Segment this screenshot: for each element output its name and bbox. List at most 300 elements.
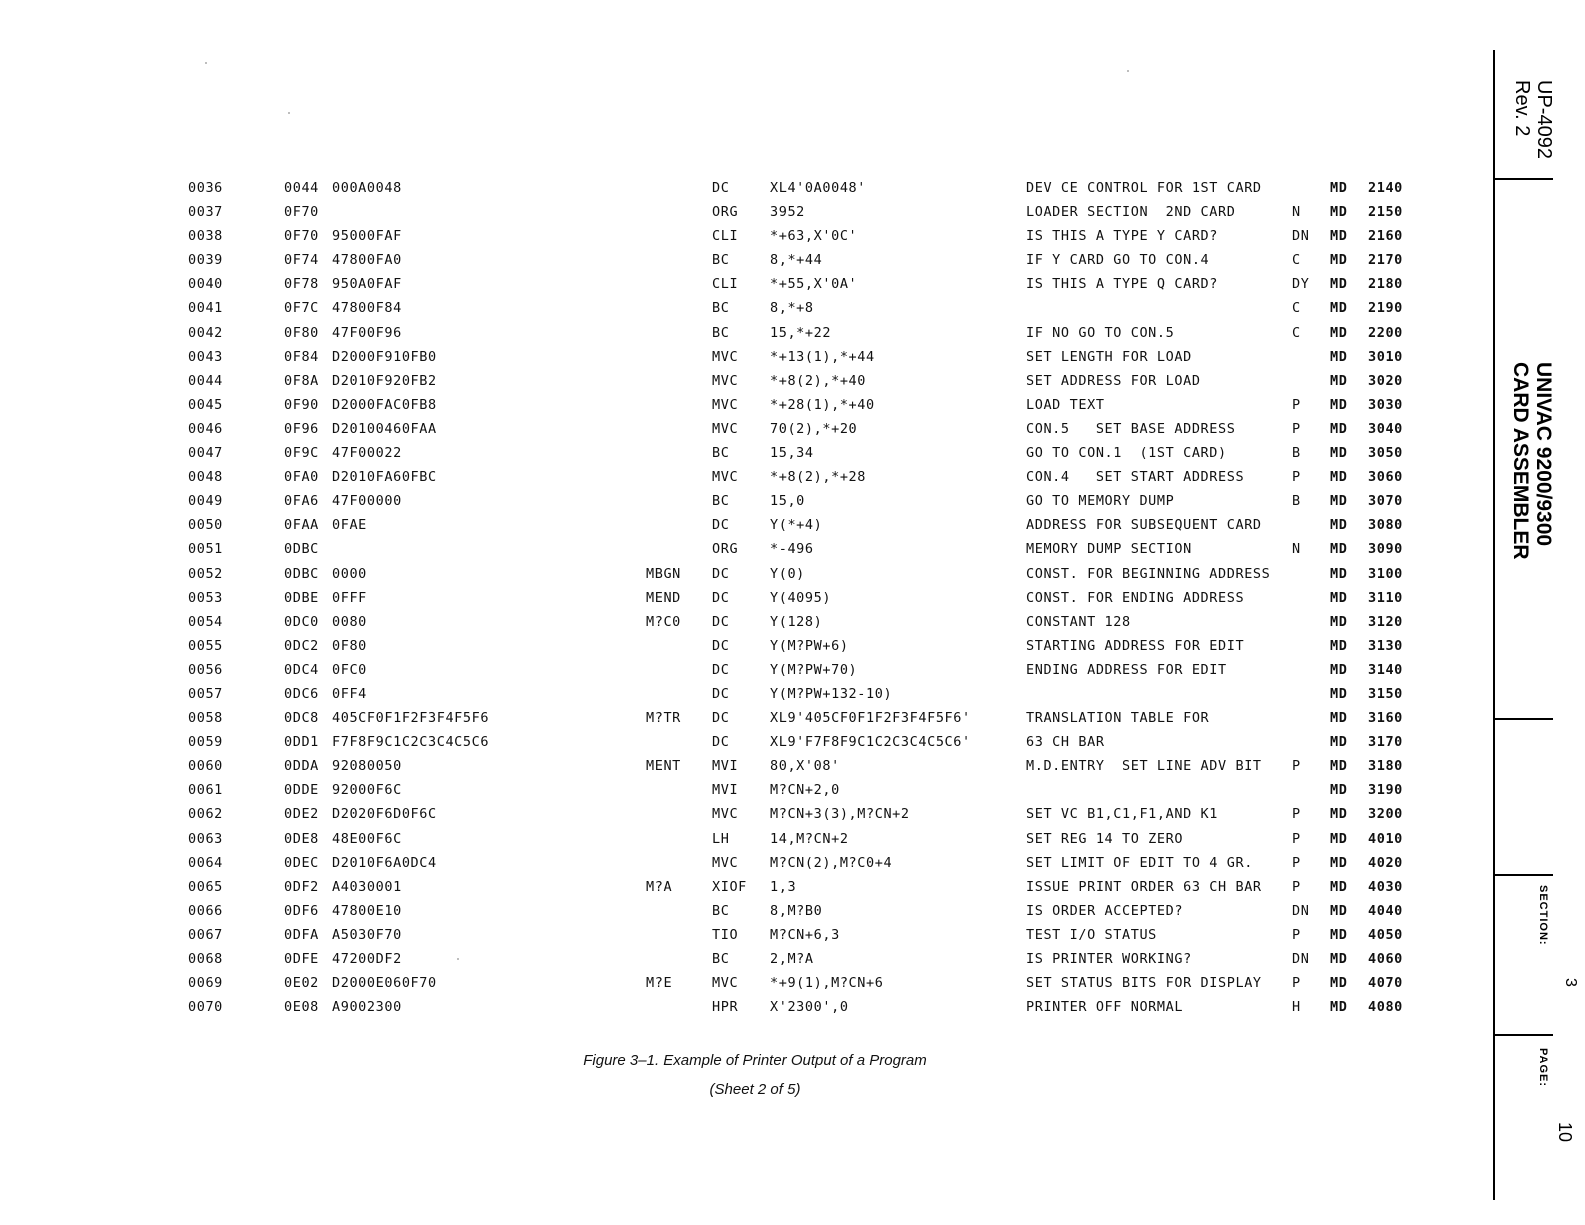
flag-code: C	[1292, 252, 1301, 269]
operand-field: XL4'0A0048'	[770, 180, 867, 196]
md-marker: MD	[1330, 878, 1348, 895]
md-marker: MD	[1330, 830, 1348, 847]
comment-field: M.D.ENTRY SET LINE ADV BIT	[1026, 758, 1262, 775]
object-code: 92080050	[332, 758, 402, 775]
sequence-number: 3030	[1368, 396, 1403, 413]
location-address: 0DE2	[284, 806, 319, 823]
operand-field: M?CN(2),M?C0+4	[770, 854, 893, 871]
listing-row	[0, 590, 1440, 614]
sequence-number: 3110	[1368, 589, 1403, 606]
operand-field: 80,X'08'	[770, 758, 840, 775]
flag-code: P	[1292, 396, 1301, 413]
comment-field: DEV CE CONTROL FOR 1ST CARD	[1026, 180, 1262, 196]
operation-code: MVC	[712, 975, 739, 992]
margin-divider	[1493, 1034, 1553, 1036]
location-address: 0DDE	[284, 782, 319, 799]
operation-code: DC	[712, 661, 730, 678]
object-code: 0FC0	[332, 661, 367, 678]
statement-label: MENT	[646, 758, 681, 775]
doc-revision: Rev. 2	[1511, 80, 1533, 137]
operand-field: *+9(1),M?CN+6	[770, 975, 884, 992]
listing-row	[0, 300, 1440, 324]
listing-row	[0, 373, 1440, 397]
operand-field: Y(4095)	[770, 589, 832, 606]
operation-code: BC	[712, 324, 730, 341]
operand-field: *+8(2),*+28	[770, 469, 867, 486]
comment-field: CONSTANT 128	[1026, 613, 1131, 630]
listing-row	[0, 686, 1440, 710]
flag-code: DN	[1292, 951, 1310, 967]
margin-divider	[1493, 178, 1553, 180]
location-address: 0DC8	[284, 710, 319, 727]
comment-field: SET ADDRESS FOR LOAD	[1026, 372, 1201, 389]
location-address: 0DFA	[284, 926, 319, 943]
operation-code: DC	[712, 734, 730, 751]
sequence-number: 4010	[1368, 830, 1403, 847]
line-number: 0047	[188, 445, 223, 462]
md-marker: MD	[1330, 252, 1348, 269]
listing-row	[0, 831, 1440, 855]
object-code: 47F00000	[332, 493, 402, 510]
sequence-number: 3070	[1368, 493, 1403, 510]
line-number: 0046	[188, 420, 223, 437]
md-marker: MD	[1330, 637, 1348, 654]
operation-code: BC	[712, 951, 730, 967]
object-code: 405CF0F1F2F3F4F5F6	[332, 710, 490, 727]
sequence-number: 3120	[1368, 613, 1403, 630]
listing-row	[0, 662, 1440, 686]
md-marker: MD	[1330, 324, 1348, 341]
comment-field: MEMORY DUMP SECTION	[1026, 541, 1192, 558]
md-marker: MD	[1330, 396, 1348, 413]
object-code: 0FF4	[332, 685, 367, 702]
operand-field: *+63,X'0C'	[770, 228, 858, 245]
line-number: 0044	[188, 372, 223, 389]
sequence-number: 4040	[1368, 902, 1403, 919]
section-value: 3	[1562, 978, 1579, 987]
operand-field: 8,M?B0	[770, 902, 823, 919]
md-marker: MD	[1330, 469, 1348, 486]
sequence-number: 2140	[1368, 180, 1403, 196]
comment-field: STARTING ADDRESS FOR EDIT	[1026, 637, 1245, 654]
md-marker: MD	[1330, 565, 1348, 582]
comment-field: SET STATUS BITS FOR DISPLAY	[1026, 975, 1262, 992]
md-marker: MD	[1330, 420, 1348, 437]
line-number: 0040	[188, 276, 223, 293]
md-marker: MD	[1330, 300, 1348, 317]
object-code: 47800F84	[332, 300, 402, 317]
operation-code: CLI	[712, 228, 739, 245]
md-marker: MD	[1330, 348, 1348, 365]
location-address: 0DFE	[284, 951, 319, 967]
sequence-number: 2150	[1368, 204, 1403, 221]
object-code: D2010FA60FBC	[332, 469, 437, 486]
location-address: 0E08	[284, 999, 319, 1016]
object-code: A9002300	[332, 999, 402, 1016]
operation-code: XIOF	[712, 878, 747, 895]
line-number: 0042	[188, 324, 223, 341]
listing-row	[0, 276, 1440, 300]
location-address: 0F70	[284, 204, 319, 221]
line-number: 0064	[188, 854, 223, 871]
operand-field: Y(M?PW+70)	[770, 661, 858, 678]
operand-field: *+13(1),*+44	[770, 348, 875, 365]
operation-code: LH	[712, 830, 730, 847]
product-subtitle: CARD ASSEMBLER	[1509, 362, 1532, 560]
operand-field: *+55,X'0A'	[770, 276, 858, 293]
md-marker: MD	[1330, 685, 1348, 702]
sequence-number: 4030	[1368, 878, 1403, 895]
operation-code: BC	[712, 902, 730, 919]
sequence-number: 3020	[1368, 372, 1403, 389]
operand-field: 15,0	[770, 493, 805, 510]
location-address: 0F96	[284, 420, 319, 437]
operation-code: DC	[712, 710, 730, 727]
scan-speck	[457, 958, 459, 960]
operation-code: MVC	[712, 420, 739, 437]
operation-code: BC	[712, 300, 730, 317]
sequence-number: 4070	[1368, 975, 1403, 992]
listing-row	[0, 951, 1440, 975]
line-number: 0051	[188, 541, 223, 558]
location-address: 0DC4	[284, 661, 319, 678]
comment-field: IF NO GO TO CON.5	[1026, 324, 1175, 341]
location-address: 0F70	[284, 228, 319, 245]
margin-rule	[1493, 50, 1495, 1200]
flag-code: H	[1292, 999, 1301, 1016]
sequence-number: 3170	[1368, 734, 1403, 751]
comment-field: CON.4 SET START ADDRESS	[1026, 469, 1245, 486]
operation-code: MVI	[712, 758, 739, 775]
statement-label: M?C0	[646, 613, 681, 630]
operation-code: BC	[712, 445, 730, 462]
object-code: D2010F920FB2	[332, 372, 437, 389]
listing-row	[0, 638, 1440, 662]
comment-field: IS THIS A TYPE Q CARD?	[1026, 276, 1219, 293]
operation-code: DC	[712, 565, 730, 582]
line-number: 0067	[188, 926, 223, 943]
location-address: 0DF2	[284, 878, 319, 895]
operation-code: MVC	[712, 348, 739, 365]
listing-row	[0, 204, 1440, 228]
object-code: 0F80	[332, 637, 367, 654]
flag-code: P	[1292, 806, 1301, 823]
md-marker: MD	[1330, 926, 1348, 943]
listing-row	[0, 614, 1440, 638]
operation-code: DC	[712, 517, 730, 534]
operand-field: 15,34	[770, 445, 814, 462]
comment-field: GO TO MEMORY DUMP	[1026, 493, 1175, 510]
line-number: 0053	[188, 589, 223, 606]
md-marker: MD	[1330, 758, 1348, 775]
operation-code: MVI	[712, 782, 739, 799]
object-code: 92000F6C	[332, 782, 402, 799]
operand-field: Y(128)	[770, 613, 823, 630]
location-address: 0F7C	[284, 300, 319, 317]
location-address: 0E02	[284, 975, 319, 992]
flag-code: DY	[1292, 276, 1310, 293]
scan-speck	[288, 112, 290, 114]
sequence-number: 3040	[1368, 420, 1403, 437]
operation-code: TIO	[712, 926, 739, 943]
statement-label: M?TR	[646, 710, 681, 727]
listing-row	[0, 252, 1440, 276]
md-marker: MD	[1330, 517, 1348, 534]
operand-field: 2,M?A	[770, 951, 814, 967]
operation-code: MVC	[712, 396, 739, 413]
md-marker: MD	[1330, 613, 1348, 630]
location-address: 0044	[284, 180, 319, 196]
scan-speck	[205, 62, 207, 64]
flag-code: P	[1292, 758, 1301, 775]
operation-code: DC	[712, 180, 730, 196]
operand-field: Y(M?PW+132-10)	[770, 685, 893, 702]
figure-caption	[0, 1046, 1540, 1104]
md-marker: MD	[1330, 372, 1348, 389]
operand-field: 8,*+44	[770, 252, 823, 269]
object-code: 47F00F96	[332, 324, 402, 341]
operand-field: X'2300',0	[770, 999, 849, 1016]
listing-row	[0, 228, 1440, 252]
location-address: 0DBC	[284, 541, 319, 558]
object-code: 0000	[332, 565, 367, 582]
comment-field: ISSUE PRINT ORDER 63 CH BAR	[1026, 878, 1262, 895]
sequence-number: 3200	[1368, 806, 1403, 823]
scan-speck	[1127, 70, 1129, 72]
operand-field: 15,*+22	[770, 324, 832, 341]
section-label: SECTION:	[1537, 885, 1549, 946]
flag-code: P	[1292, 926, 1301, 943]
line-number: 0036	[188, 180, 223, 196]
line-number: 0061	[188, 782, 223, 799]
program-listing	[0, 180, 1440, 1023]
product-name: UNIVAC 9200/9300	[1532, 362, 1555, 547]
operand-field: M?CN+3(3),M?CN+2	[770, 806, 910, 823]
line-number: 0065	[188, 878, 223, 895]
sequence-number: 2190	[1368, 300, 1403, 317]
margin-divider	[1493, 718, 1553, 720]
comment-field: ENDING ADDRESS FOR EDIT	[1026, 661, 1227, 678]
location-address: 0DC2	[284, 637, 319, 654]
line-number: 0066	[188, 902, 223, 919]
sequence-number: 3010	[1368, 348, 1403, 365]
listing-row	[0, 421, 1440, 445]
comment-field: TEST I/O STATUS	[1026, 926, 1157, 943]
object-code: D2000F910FB0	[332, 348, 437, 365]
object-code: 0FAE	[332, 517, 367, 534]
line-number: 0049	[188, 493, 223, 510]
flag-code: DN	[1292, 902, 1310, 919]
sequence-number: 3060	[1368, 469, 1403, 486]
location-address: 0FA6	[284, 493, 319, 510]
statement-label: M?E	[646, 975, 673, 992]
operand-field: M?CN+6,3	[770, 926, 840, 943]
operand-field: 1,3	[770, 878, 797, 895]
line-number: 0041	[188, 300, 223, 317]
object-code: 000A0048	[332, 180, 402, 196]
operation-code: DC	[712, 613, 730, 630]
location-address: 0F90	[284, 396, 319, 413]
operand-field: *-496	[770, 541, 814, 558]
listing-row	[0, 806, 1440, 830]
sequence-number: 3160	[1368, 710, 1403, 727]
listing-row	[0, 782, 1440, 806]
comment-field: SET LIMIT OF EDIT TO 4 GR.	[1026, 854, 1253, 871]
flag-code: P	[1292, 878, 1301, 895]
listing-row	[0, 566, 1440, 590]
line-number: 0043	[188, 348, 223, 365]
doc-number: UP-4092	[1533, 80, 1555, 159]
operand-field: 14,M?CN+2	[770, 830, 849, 847]
statement-label: M?A	[646, 878, 673, 895]
md-marker: MD	[1330, 710, 1348, 727]
md-marker: MD	[1330, 541, 1348, 558]
operand-field: 8,*+8	[770, 300, 814, 317]
sequence-number: 4060	[1368, 951, 1403, 967]
page-margin-header	[1485, 0, 1585, 1225]
object-code: 48E00F6C	[332, 830, 402, 847]
location-address: 0DC6	[284, 685, 319, 702]
sequence-number: 3140	[1368, 661, 1403, 678]
operand-field: XL9'405CF0F1F2F3F4F5F6'	[770, 710, 971, 727]
operation-code: MVC	[712, 854, 739, 871]
sequence-number: 4080	[1368, 999, 1403, 1016]
listing-row	[0, 855, 1440, 879]
line-number: 0050	[188, 517, 223, 534]
page-label: PAGE:	[1537, 1048, 1549, 1088]
operation-code: HPR	[712, 999, 739, 1016]
sequence-number: 3130	[1368, 637, 1403, 654]
md-marker: MD	[1330, 204, 1348, 221]
line-number: 0069	[188, 975, 223, 992]
location-address: 0DBC	[284, 565, 319, 582]
listing-row	[0, 879, 1440, 903]
figure-title: Figure 3–1. Example of Printer Output of a Program	[583, 1052, 927, 1069]
listing-row	[0, 903, 1440, 927]
operation-code: BC	[712, 493, 730, 510]
comment-field: SET VC B1,C1,F1,AND K1	[1026, 806, 1219, 823]
line-number: 0058	[188, 710, 223, 727]
comment-field: CON.5 SET BASE ADDRESS	[1026, 420, 1236, 437]
comment-field: CONST. FOR ENDING ADDRESS	[1026, 589, 1245, 606]
md-marker: MD	[1330, 493, 1348, 510]
operand-field: 70(2),*+20	[770, 420, 858, 437]
md-marker: MD	[1330, 975, 1348, 992]
operand-field: XL9'F7F8F9C1C2C3C4C5C6'	[770, 734, 971, 751]
object-code: A5030F70	[332, 926, 402, 943]
md-marker: MD	[1330, 445, 1348, 462]
operation-code: DC	[712, 685, 730, 702]
object-code: 0FFF	[332, 589, 367, 606]
document-id	[1505, 80, 1555, 159]
flag-code: P	[1292, 854, 1301, 871]
object-code: 47800FA0	[332, 252, 402, 269]
line-number: 0068	[188, 951, 223, 967]
sequence-number: 4050	[1368, 926, 1403, 943]
sequence-number: 2200	[1368, 324, 1403, 341]
line-number: 0055	[188, 637, 223, 654]
statement-label: MEND	[646, 589, 681, 606]
operation-code: MVC	[712, 372, 739, 389]
location-address: 0F9C	[284, 445, 319, 462]
listing-row	[0, 469, 1440, 493]
comment-field: IF Y CARD GO TO CON.4	[1026, 252, 1210, 269]
listing-row	[0, 349, 1440, 373]
listing-row	[0, 541, 1440, 565]
location-address: 0F74	[284, 252, 319, 269]
location-address: 0DBE	[284, 589, 319, 606]
line-number: 0063	[188, 830, 223, 847]
sequence-number: 4020	[1368, 854, 1403, 871]
listing-row	[0, 710, 1440, 734]
sequence-number: 2170	[1368, 252, 1403, 269]
comment-field: IS ORDER ACCEPTED?	[1026, 902, 1184, 919]
product-title	[1505, 362, 1555, 560]
object-code: 47800E10	[332, 902, 402, 919]
md-marker: MD	[1330, 782, 1348, 799]
line-number: 0038	[188, 228, 223, 245]
md-marker: MD	[1330, 734, 1348, 751]
line-number: 0057	[188, 685, 223, 702]
md-marker: MD	[1330, 951, 1348, 967]
operation-code: BC	[712, 252, 730, 269]
listing-row	[0, 758, 1440, 782]
listing-row	[0, 975, 1440, 999]
operand-field: Y(M?PW+6)	[770, 637, 849, 654]
operand-field: *+8(2),*+40	[770, 372, 867, 389]
listing-row	[0, 180, 1440, 204]
md-marker: MD	[1330, 806, 1348, 823]
md-marker: MD	[1330, 228, 1348, 245]
object-code: 47F00022	[332, 445, 402, 462]
sequence-number: 3150	[1368, 685, 1403, 702]
location-address: 0FAA	[284, 517, 319, 534]
location-address: 0F78	[284, 276, 319, 293]
location-address: 0FA0	[284, 469, 319, 486]
sequence-number: 3180	[1368, 758, 1403, 775]
listing-row	[0, 999, 1440, 1023]
object-code: F7F8F9C1C2C3C4C5C6	[332, 734, 490, 751]
statement-label: MBGN	[646, 565, 681, 582]
comment-field: CONST. FOR BEGINNING ADDRESS	[1026, 565, 1271, 582]
sequence-number: 3090	[1368, 541, 1403, 558]
figure-sheet: (Sheet 2 of 5)	[709, 1081, 801, 1098]
line-number: 0039	[188, 252, 223, 269]
operation-code: MVC	[712, 806, 739, 823]
object-code: 95000FAF	[332, 228, 402, 245]
flag-code: P	[1292, 830, 1301, 847]
comment-field: IS PRINTER WORKING?	[1026, 951, 1192, 967]
object-code: D2000E060F70	[332, 975, 437, 992]
md-marker: MD	[1330, 902, 1348, 919]
object-code: A4030001	[332, 878, 402, 895]
listing-row	[0, 517, 1440, 541]
flag-code: P	[1292, 469, 1301, 486]
comment-field: ADDRESS FOR SUBSEQUENT CARD	[1026, 517, 1262, 534]
md-marker: MD	[1330, 589, 1348, 606]
line-number: 0056	[188, 661, 223, 678]
object-code: D20100460FAA	[332, 420, 437, 437]
operand-field: 3952	[770, 204, 805, 221]
object-code: D2010F6A0DC4	[332, 854, 437, 871]
md-marker: MD	[1330, 276, 1348, 293]
flag-code: N	[1292, 541, 1301, 558]
line-number: 0054	[188, 613, 223, 630]
object-code: 950A0FAF	[332, 276, 402, 293]
sequence-number: 2160	[1368, 228, 1403, 245]
operation-code: DC	[712, 589, 730, 606]
operand-field: Y(0)	[770, 565, 805, 582]
